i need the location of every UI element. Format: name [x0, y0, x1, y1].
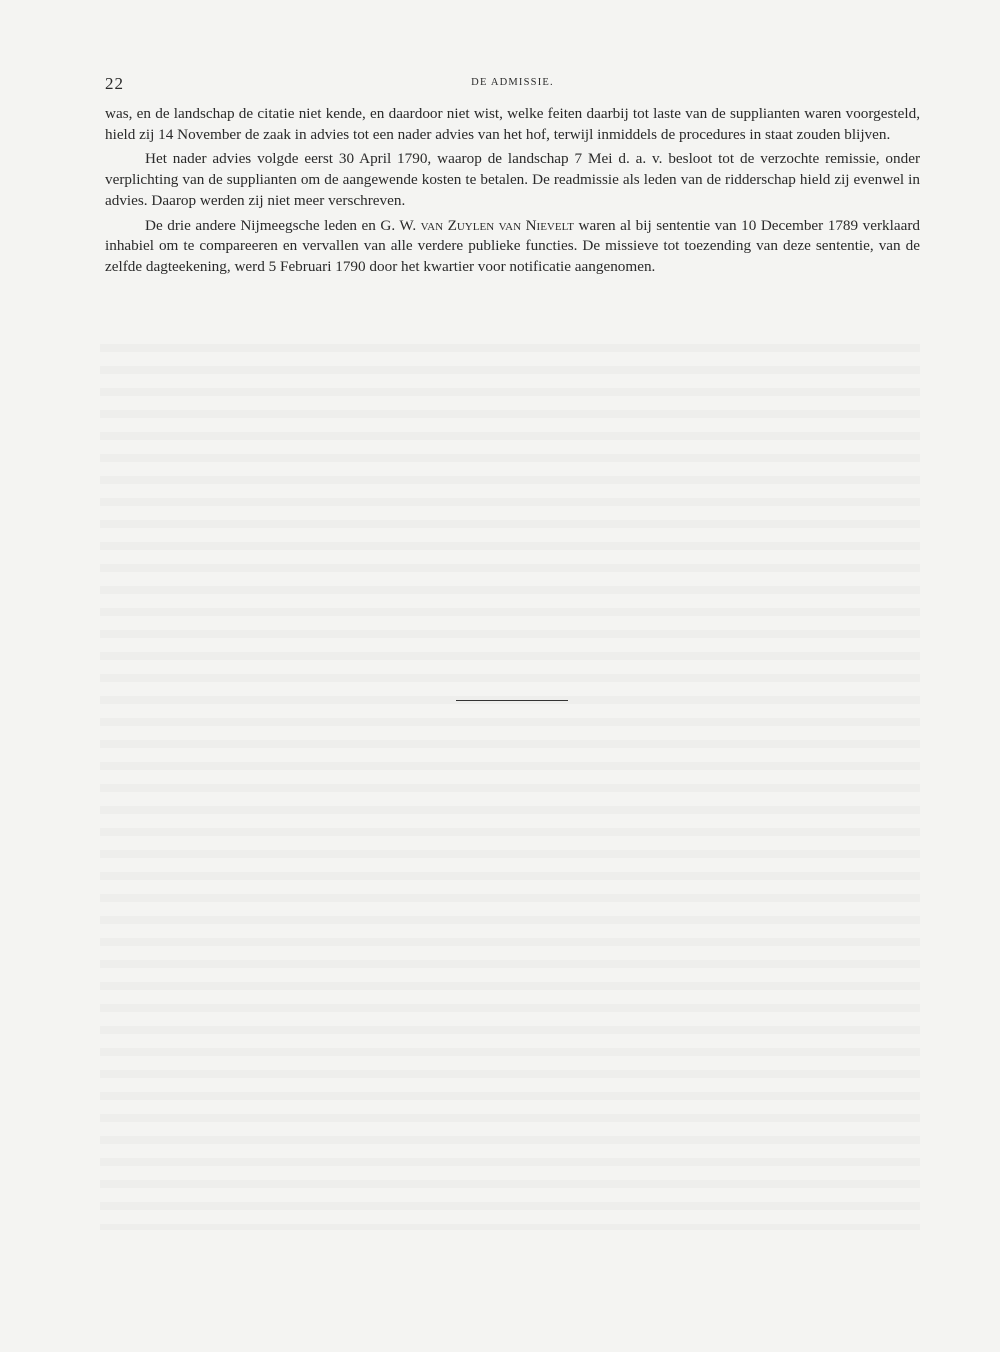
body-text [105, 104, 920, 282]
person-name: van Zuylen van Nievelt [420, 216, 575, 234]
paragraph-2: Het nader advies volgde eerst 30 April 1790, waarop de landschap 7 Mei d. a. v. besloot tot de verzochte remissie, onder verplichting van de supplianten om de aangewende kosten te betalen. De readmissie als leden van de ridderschap hield zij evenwel in advies. Daarop werden zij niet meer verschreven. [105, 150, 920, 209]
paragraph-1: was, en de landschap de citatie niet kende, en daardoor niet wist, welke feiten daarbij tot laste van de supplianten waren voorgesteld, hield zij 14 November de zaak in advies tot een nader advies van het hof, terwijl inmiddels de procedures in staat zouden blijven. [105, 105, 920, 143]
running-title: DE ADMISSIE. [471, 77, 554, 88]
paragraph-3-start: De drie andere Nijmeegsche leden en G. W. [145, 216, 421, 234]
bleed-through-background [100, 330, 920, 1230]
page-header [105, 74, 920, 96]
paragraph-3 [105, 216, 920, 278]
page-number: 22 [105, 74, 124, 93]
paragraph-3-end: waren al bij sententie van 10 December 1789 verklaard inhabiel om te compareeren en vervallen van alle verdere publieke functies. De missieve tot toezending van deze sententie, van de zelfde dagteekening, werd 5 Februari 1790 door het kwartier voor notificatie aangenomen. [105, 216, 920, 275]
section-divider [456, 700, 568, 701]
